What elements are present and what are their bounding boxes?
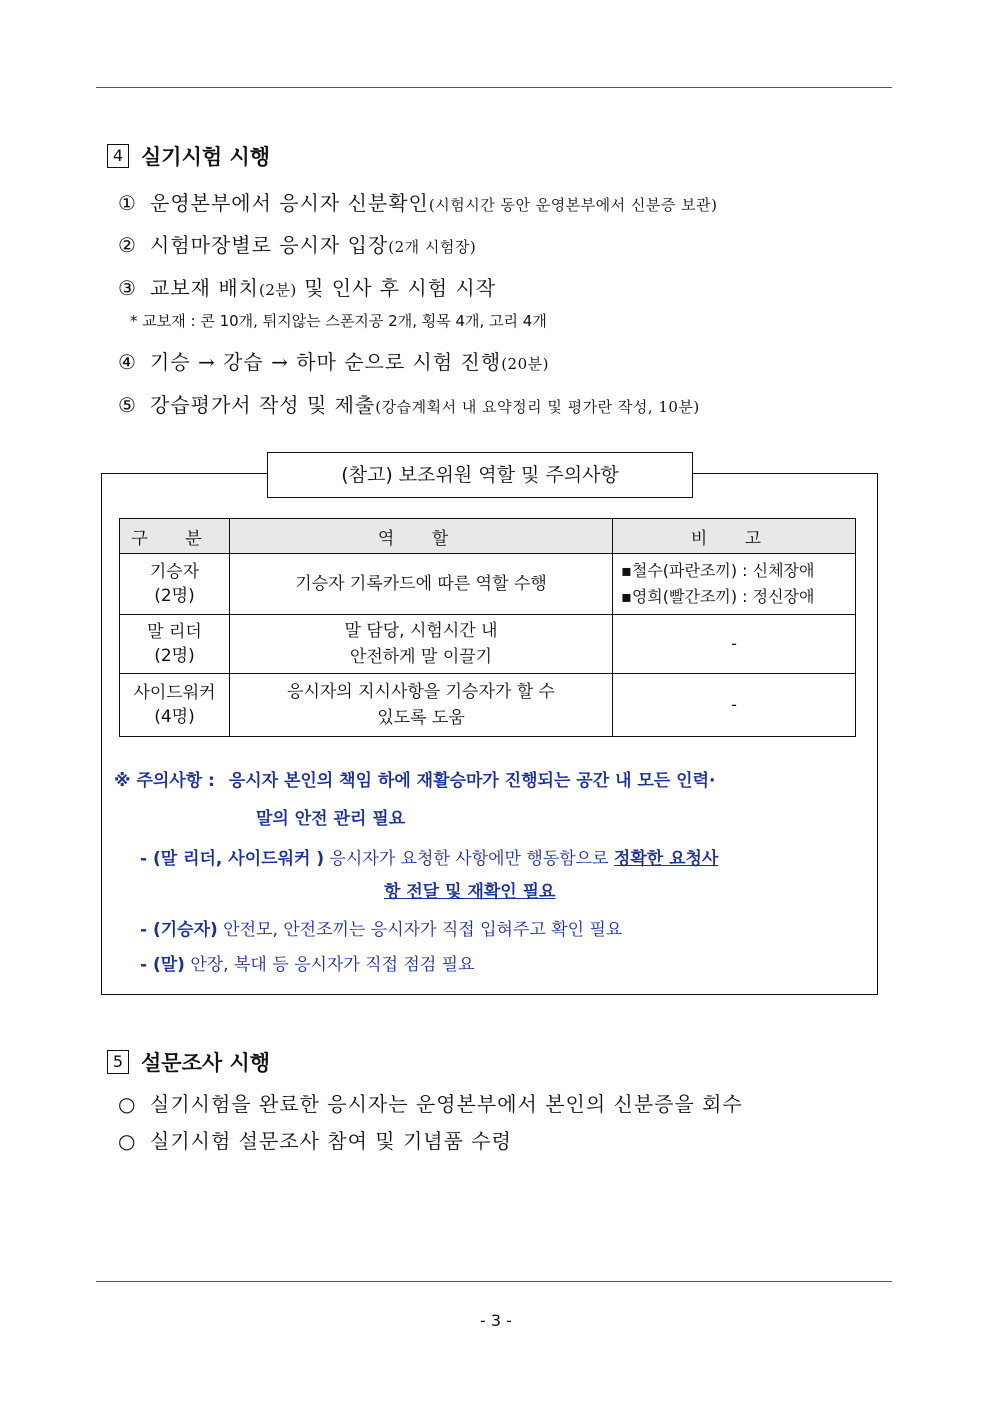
table-row [120, 554, 856, 615]
remarks-cell: ▪철수(파란조끼) : 신체장애 ▪영희(빨간조끼) : 정신장애 [613, 554, 856, 615]
materials-note: * 교보재 : 콘 10개, 튀지않는 스폰지공 2개, 횡목 4개, 고리 4개 [130, 312, 547, 330]
footer-rule [96, 1281, 892, 1282]
duty-cell: 응시자의 지시사항을 기승자가 할 수 있도록 도움 [230, 674, 613, 737]
role-cell: 사이드워커 (4명) [120, 674, 230, 737]
header-category: 구 분 [120, 519, 230, 554]
section-5-title: 설문조사 시행 [141, 1050, 271, 1075]
header-role: 역 할 [230, 519, 613, 554]
header-rule [96, 87, 892, 88]
list-item: ② 시험마장별로 응시자 입장(2개 시험장) [118, 233, 477, 257]
role-cell: 기승자 (2명) [120, 554, 230, 615]
header-remarks: 비 고 [613, 519, 856, 554]
duty-cell: 기승자 기록카드에 따른 역할 수행 [230, 554, 613, 615]
section-4-title: 실기시험 시행 [141, 144, 271, 169]
caution-bullet-rider: - (기승자) 안전모, 안전조끼는 응시자가 직접 입혀주고 확인 필요 [140, 920, 623, 940]
caution-line-2: 말의 안전 관리 필요 [256, 809, 406, 829]
remarks-cell: - [613, 615, 856, 674]
remarks-cell: - [613, 674, 856, 737]
section-4-number: 4 [107, 144, 129, 168]
list-item: ○ 실기시험을 완료한 응시자는 운영본부에서 본인의 신분증을 회수 [118, 1092, 743, 1116]
caution-bullet-horse: - (말) 안장, 복대 등 응시자가 직접 점검 필요 [140, 955, 475, 975]
section-4-heading [107, 141, 270, 171]
caution-line-1: ※ 주의사항 : 응시자 본인의 책임 하에 재활승마가 진행되는 공간 내 모든 인력· [114, 771, 716, 791]
list-item: ① 운영본부에서 응시자 신분확인(시험시간 동안 운영본부에서 신분증 보관) [118, 191, 718, 215]
table-row [120, 615, 856, 674]
section-5-number: 5 [107, 1050, 129, 1074]
reference-title: (참고) 보조위원 역할 및 주의사항 [267, 452, 693, 498]
page-number: - 3 - [480, 1311, 512, 1330]
section-5-heading [107, 1047, 270, 1077]
list-item: ○ 실기시험 설문조사 참여 및 기념품 수령 [118, 1129, 512, 1153]
caution-bullet-horse-leader: - (말 리더, 사이드워커 ) 응시자가 요청한 사항에만 행동함으로 정확한 요청사 [140, 849, 719, 869]
table-row [120, 674, 856, 737]
duty-cell: 말 담당, 시험시간 내 안전하게 말 이끌기 [230, 615, 613, 674]
caution-bullet-horse-leader-cont: 항 전달 및 재확인 필요 [384, 882, 556, 902]
list-item: ④ 기승 → 강습 → 하마 순으로 시험 진행(20분) [118, 350, 549, 374]
list-item: ③ 교보재 배치(2분) 및 인사 후 시험 시작 [118, 276, 497, 300]
table-header-row [120, 519, 856, 554]
list-item: ⑤ 강습평가서 작성 및 제출(강습계획서 내 요약정리 및 평가란 작성, 10분) [118, 393, 700, 417]
role-table [119, 518, 856, 737]
role-cell: 말 리더 (2명) [120, 615, 230, 674]
